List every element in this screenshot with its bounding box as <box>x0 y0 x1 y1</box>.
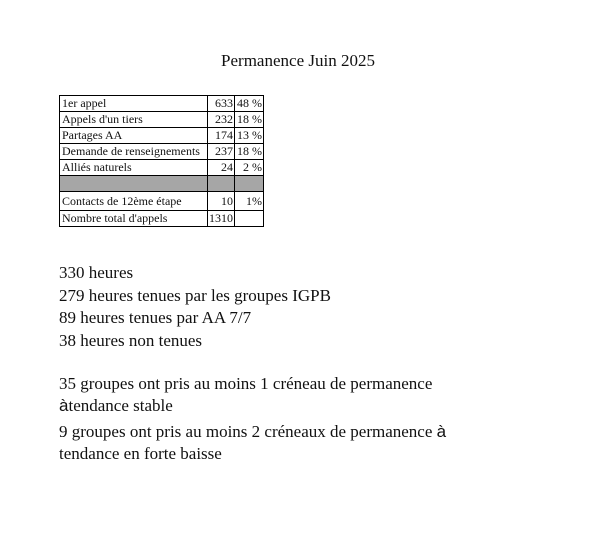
groups-two-slots <box>59 421 589 465</box>
table-row <box>60 192 264 211</box>
hours-total: 330 heures <box>59 263 134 282</box>
hours-not-held: 38 heures non tenues <box>59 330 203 350</box>
row-count: 237 <box>208 144 235 160</box>
row-count: 174 <box>208 128 235 144</box>
calls-table <box>59 95 264 227</box>
row-label: 1er appel <box>60 96 208 112</box>
table-row <box>60 211 264 227</box>
row-percent: 2 % <box>235 160 264 176</box>
row-label: Appels d'un tiers <box>60 112 208 128</box>
groups-one-slot <box>59 373 589 417</box>
row-label: Alliés naturels <box>60 160 208 176</box>
hours-summary <box>59 262 331 352</box>
row-percent: 18 % <box>235 144 264 160</box>
separator-row <box>60 176 264 192</box>
groups-one-slot-line1: 35 groupes ont pris au moins 1 créneau de permanence <box>59 374 433 393</box>
total-count: 1310 <box>209 211 233 225</box>
separator-cell <box>60 176 208 192</box>
table-row <box>60 112 264 128</box>
separator-cell <box>235 176 264 192</box>
contacts-label: Contacts de 12ème étape <box>60 192 208 211</box>
row-label: Demande de renseignements <box>60 144 208 160</box>
groups-one-slot-line2 <box>59 395 589 417</box>
table-row <box>60 144 264 160</box>
contacts-count: 10 <box>208 192 235 211</box>
row-count: 633 <box>208 96 235 112</box>
groups-one-slot-a: à <box>59 396 69 415</box>
row-percent: 18 % <box>235 112 264 128</box>
groups-summary <box>59 373 589 469</box>
groups-two-slots-line2: tendance en forte baisse <box>59 444 222 463</box>
row-label: Partages AA <box>60 128 208 144</box>
total-percent <box>235 211 264 227</box>
page-title: Permanence Juin 2025 <box>221 51 375 70</box>
row-percent: 48 % <box>235 96 264 112</box>
table-row <box>60 160 264 176</box>
total-label: Nombre total d'appels <box>60 211 208 227</box>
groups-one-slot-trend: tendance stable <box>68 396 173 415</box>
hours-igpb: 279 heures tenues par les groupes IGPB <box>59 285 331 305</box>
groups-two-slots-text: 9 groupes ont pris au moins 2 créneaux de permanence <box>59 422 433 441</box>
contacts-percent: 1% <box>235 192 264 211</box>
table-row <box>60 96 264 112</box>
separator-cell <box>208 176 235 192</box>
row-count: 232 <box>208 112 235 128</box>
row-percent: 13 % <box>235 128 264 144</box>
hours-aa77: 89 heures tenues par AA 7/7 <box>59 308 252 327</box>
groups-two-slots-a: à <box>436 422 447 441</box>
groups-two-slots-line1 <box>59 421 589 443</box>
table-row <box>60 128 264 144</box>
row-count: 24 <box>208 160 235 176</box>
